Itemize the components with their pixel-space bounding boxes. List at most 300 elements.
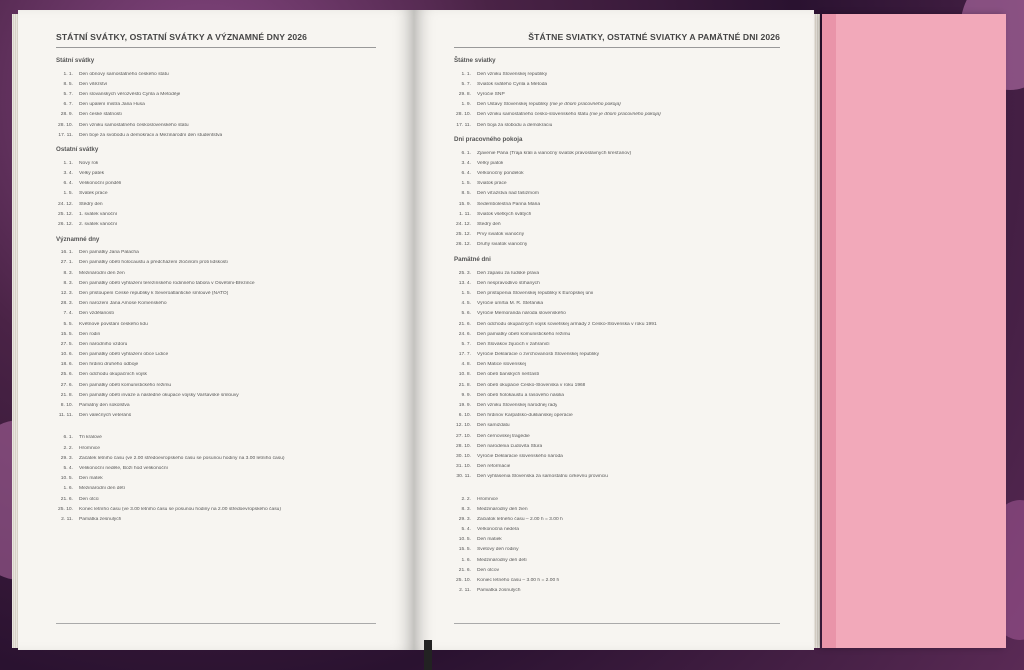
holiday-name: Deň vzniku Slovenskej národnej rady bbox=[477, 403, 558, 409]
holiday-date: 25. 10. bbox=[456, 578, 471, 584]
holiday-date: 3. 4. bbox=[63, 171, 73, 177]
holiday-name-wrap bbox=[477, 123, 552, 128]
holiday-row bbox=[56, 158, 376, 168]
holiday-row bbox=[56, 110, 376, 120]
holiday-name: Velikonoční pondělí bbox=[79, 181, 122, 187]
holiday-name: Veľkonočná nedeľa bbox=[477, 527, 520, 533]
holiday-date: 6. 1. bbox=[461, 150, 471, 156]
holiday-name-wrap bbox=[477, 242, 527, 247]
holiday-name: Den narození Jana Amose Komenského bbox=[79, 301, 167, 307]
holiday-name-wrap bbox=[477, 403, 557, 408]
holiday-date: 6. 10. bbox=[458, 413, 471, 419]
holiday-name: Deň narodenia Ľudovíta Štúra bbox=[477, 443, 543, 449]
holiday-date: 11. 11. bbox=[58, 413, 73, 419]
holiday-name-wrap bbox=[477, 82, 547, 87]
holiday-date: 25. 12. bbox=[456, 232, 471, 238]
holiday-row bbox=[454, 219, 780, 229]
holiday-name-wrap bbox=[79, 476, 103, 481]
holiday-name-wrap bbox=[477, 342, 550, 347]
holiday-date: 30. 10. bbox=[456, 453, 471, 459]
holiday-name-wrap bbox=[477, 161, 503, 166]
holiday-row bbox=[56, 453, 376, 463]
holiday-date: 17. 11. bbox=[58, 132, 73, 138]
holiday-name-wrap bbox=[477, 112, 661, 117]
holiday-row bbox=[56, 370, 376, 380]
holiday-name: Deň zápasu za ľudské práva bbox=[477, 270, 540, 276]
holiday-name: Druhý sviatok vianočný bbox=[477, 242, 528, 248]
holiday-date: 28. 10. bbox=[58, 122, 73, 128]
holiday-name: Medzinárodný deň žien bbox=[477, 506, 528, 512]
right-page-content bbox=[454, 32, 780, 602]
flap-fold bbox=[822, 14, 836, 648]
holiday-date: 27. 6. bbox=[60, 382, 73, 388]
holiday-name: Památný den sokolstva bbox=[79, 403, 130, 409]
holiday-note: (nie je dňom pracovného pokoja) bbox=[589, 112, 661, 118]
holiday-name-wrap bbox=[477, 393, 564, 398]
holiday-date: 25. 10. bbox=[58, 506, 73, 512]
holiday-name-wrap bbox=[79, 393, 239, 398]
holiday-date: 27. 5. bbox=[60, 341, 73, 347]
holiday-name: Den vzniku samostatného československého státu bbox=[79, 122, 189, 128]
holiday-name-wrap bbox=[79, 403, 130, 408]
holiday-name-wrap bbox=[477, 311, 566, 316]
holiday-date: 1. 1. bbox=[461, 71, 471, 77]
holiday-row bbox=[56, 199, 376, 209]
holiday-date: 1. 1. bbox=[63, 160, 73, 166]
holiday-date: 27. 1. bbox=[60, 260, 73, 266]
holiday-row bbox=[56, 69, 376, 79]
holiday-name: Deň černovskej tragédie bbox=[477, 433, 530, 439]
holiday-row bbox=[56, 219, 376, 229]
holiday-name: Sviatok svätého Cyrila a Metoda bbox=[477, 81, 548, 87]
holiday-name: Den matek bbox=[79, 476, 103, 482]
holiday-name: Památka zesnulých bbox=[79, 516, 122, 522]
holiday-name: Den obnovy samostatného českého státu bbox=[79, 71, 169, 77]
holiday-section bbox=[454, 57, 780, 130]
holiday-date: 30. 11. bbox=[456, 474, 471, 480]
holiday-name-wrap bbox=[477, 362, 526, 367]
holiday-date: 28. 3. bbox=[60, 301, 73, 307]
holiday-date: 12. 10. bbox=[456, 423, 471, 429]
holiday-name: Sviatok všetkých svätých bbox=[477, 211, 532, 217]
holiday-name: Veľkonočný pondelok bbox=[477, 171, 524, 177]
holiday-name-wrap bbox=[79, 352, 168, 357]
holiday-name-wrap bbox=[477, 232, 524, 237]
holiday-row bbox=[454, 494, 780, 504]
holiday-name: 2. svátek vánoční bbox=[79, 222, 118, 228]
holiday-date: 5. 6. bbox=[461, 311, 471, 317]
holiday-name-wrap bbox=[477, 474, 608, 479]
left-page-content bbox=[56, 32, 376, 531]
holiday-row bbox=[56, 299, 376, 309]
holiday-name-wrap bbox=[79, 112, 122, 117]
holiday-name-wrap bbox=[477, 454, 563, 459]
holiday-row bbox=[454, 586, 780, 596]
holiday-name-wrap bbox=[477, 372, 539, 377]
holiday-row bbox=[454, 189, 780, 199]
holiday-row bbox=[454, 339, 780, 349]
holiday-name: Pamiatka zosnulých bbox=[477, 588, 521, 594]
holiday-name: Veľký piatok bbox=[477, 160, 504, 166]
holiday-name-wrap bbox=[79, 281, 255, 286]
holiday-date: 2. 2. bbox=[63, 445, 73, 451]
holiday-name-wrap bbox=[477, 322, 657, 327]
holiday-row bbox=[454, 240, 780, 250]
holiday-name: Štedrý deň bbox=[477, 222, 501, 228]
holiday-name: Den památky obětí komunistického režimu bbox=[79, 382, 172, 388]
holiday-row bbox=[56, 248, 376, 258]
holiday-name-wrap bbox=[477, 588, 521, 593]
holiday-name: Začiatok letného času – 2.00 h = 3.00 h bbox=[477, 516, 563, 522]
holiday-date: 15. 5. bbox=[60, 331, 73, 337]
holiday-name: Velikonoční neděle, Boží hod velikonoční bbox=[79, 465, 168, 471]
holiday-name-wrap bbox=[79, 291, 228, 296]
holiday-name-wrap bbox=[477, 423, 510, 428]
holiday-row bbox=[454, 504, 780, 514]
holiday-row bbox=[454, 545, 780, 555]
holiday-row bbox=[454, 350, 780, 360]
holiday-date: 15. 9. bbox=[458, 201, 471, 207]
holiday-row bbox=[454, 380, 780, 390]
holiday-date: 4. 5. bbox=[461, 301, 471, 307]
holiday-date: 24. 6. bbox=[458, 331, 471, 337]
holiday-name-wrap bbox=[477, 212, 531, 217]
holiday-name: Hromnice bbox=[79, 445, 100, 451]
holiday-name: Výročie úmrtia M. R. Štefánika bbox=[477, 301, 544, 307]
holiday-row bbox=[56, 278, 376, 288]
holiday-row bbox=[56, 209, 376, 219]
holiday-row bbox=[56, 339, 376, 349]
holiday-name-wrap bbox=[79, 362, 138, 367]
holiday-row bbox=[454, 169, 780, 179]
holiday-name-wrap bbox=[477, 568, 499, 573]
holiday-date: 5. 7. bbox=[63, 91, 73, 97]
holiday-row bbox=[56, 100, 376, 110]
holiday-date: 18. 6. bbox=[60, 362, 73, 368]
holiday-row bbox=[454, 472, 780, 482]
holiday-row bbox=[454, 390, 780, 400]
holiday-date: 10. 5. bbox=[458, 537, 471, 543]
page-title: ŠTÁTNE SVIATKY, OSTATNÉ SVIATKY A PAMÄTNÉ DNI 2026 bbox=[454, 32, 780, 48]
holiday-date: 28. 10. bbox=[456, 443, 471, 449]
holiday-name: Štědrý den bbox=[79, 201, 103, 207]
holiday-date: 8. 5. bbox=[461, 191, 471, 197]
holiday-row bbox=[56, 484, 376, 494]
holiday-name-wrap bbox=[79, 517, 121, 522]
holiday-name: Den válečných veteránů bbox=[79, 413, 132, 419]
holiday-row bbox=[454, 110, 780, 120]
holiday-date: 7. 4. bbox=[63, 311, 73, 317]
holiday-name-wrap bbox=[477, 181, 507, 186]
holiday-date: 6. 1. bbox=[63, 435, 73, 441]
holiday-date: 8. 3. bbox=[461, 506, 471, 512]
holiday-name: Sedembolestná Panna Mária bbox=[477, 201, 541, 207]
holiday-name-wrap bbox=[79, 260, 228, 265]
holiday-name-wrap bbox=[477, 558, 527, 563]
section-title: Dni pracovného pokoja bbox=[454, 136, 523, 144]
holiday-date: 29. 3. bbox=[458, 516, 471, 522]
holiday-name: Květnové povstání českého lidu bbox=[79, 321, 148, 327]
holiday-row bbox=[454, 230, 780, 240]
holiday-name: Prvý sviatok vianočný bbox=[477, 232, 525, 238]
holiday-name: Den památky obětí invaze a následné okupace vojsky Varšavské smlouvy bbox=[79, 392, 239, 398]
holiday-row bbox=[56, 514, 376, 524]
section-title: Pamätné dni bbox=[454, 256, 491, 263]
holiday-name: Deň hrdinov Karpatsko-duklianskej operácie bbox=[477, 413, 573, 419]
holiday-date: 1. 6. bbox=[461, 557, 471, 563]
holiday-row bbox=[454, 400, 780, 410]
pink-cover-flap bbox=[822, 14, 1006, 648]
holiday-name-wrap bbox=[79, 507, 281, 512]
holiday-name: 1. svátek vánoční bbox=[79, 211, 118, 217]
holiday-row bbox=[56, 504, 376, 514]
holiday-name-wrap bbox=[477, 413, 573, 418]
holiday-name: Sviatok práce bbox=[477, 181, 507, 187]
holiday-name-wrap bbox=[477, 202, 540, 207]
holiday-name-wrap bbox=[477, 151, 631, 156]
holiday-name-wrap bbox=[477, 444, 542, 449]
holiday-date: 28. 9. bbox=[60, 112, 73, 118]
holiday-date: 5. 4. bbox=[461, 527, 471, 533]
holiday-name-wrap bbox=[79, 161, 98, 166]
holiday-row bbox=[454, 329, 780, 339]
holiday-name: Deň Ústavy Slovenskej republiky bbox=[477, 102, 549, 108]
holiday-name-wrap bbox=[79, 435, 102, 440]
holiday-row bbox=[454, 148, 780, 158]
holiday-date: 10. 5. bbox=[60, 476, 73, 482]
holiday-date: 29. 3. bbox=[60, 455, 73, 461]
holiday-name-wrap bbox=[79, 383, 171, 388]
holiday-name: Den národního vzdoru bbox=[79, 341, 128, 347]
holiday-name: Den české státnosti bbox=[79, 112, 122, 118]
holiday-name-wrap bbox=[79, 191, 108, 196]
holiday-row bbox=[454, 69, 780, 79]
holiday-name-wrap bbox=[79, 271, 125, 276]
holiday-row bbox=[454, 158, 780, 168]
holiday-name: Výročie SNP bbox=[477, 91, 505, 97]
holiday-name: Deň obetí holokaustu a rasového násilia bbox=[477, 392, 565, 398]
holiday-section bbox=[56, 57, 376, 140]
page-title: STÁTNÍ SVÁTKY, OSTATNÍ SVÁTKY A VÝZNAMNÉ DNY 2026 bbox=[56, 32, 376, 48]
holiday-name: Deň samizdatu bbox=[477, 423, 510, 429]
holiday-row bbox=[56, 169, 376, 179]
holiday-row bbox=[56, 319, 376, 329]
holiday-name-wrap bbox=[477, 383, 585, 388]
holiday-name-wrap bbox=[79, 72, 169, 77]
holiday-name-wrap bbox=[477, 281, 540, 286]
holiday-name: Deň Matice slovenskej bbox=[477, 362, 526, 368]
holiday-date: 2. 11. bbox=[61, 516, 73, 522]
holiday-row bbox=[56, 350, 376, 360]
holiday-date: 1. 9. bbox=[461, 102, 471, 108]
holiday-name: Mezinárodní den žen bbox=[79, 270, 125, 276]
holiday-name: Deň Slovákov žijúcich v zahraničí bbox=[477, 341, 550, 347]
holiday-date: 10. 8. bbox=[458, 372, 471, 378]
holiday-name-wrap bbox=[79, 250, 139, 255]
holiday-date: 5. 7. bbox=[461, 341, 471, 347]
holiday-row bbox=[56, 390, 376, 400]
holiday-row bbox=[56, 189, 376, 199]
holiday-section bbox=[454, 136, 780, 250]
holiday-name: Den upálení mistra Jana Husa bbox=[79, 102, 145, 108]
holiday-name: Den boje za svobodu a demokracii a Mezinárodní den studentstva bbox=[79, 132, 223, 138]
holiday-row bbox=[454, 100, 780, 110]
holiday-row bbox=[56, 120, 376, 130]
holiday-date: 25. 3. bbox=[458, 270, 471, 276]
footer-rule bbox=[56, 623, 376, 624]
holiday-date: 25. 6. bbox=[60, 372, 73, 378]
holiday-name: Velký pátek bbox=[79, 171, 105, 177]
holiday-row bbox=[56, 463, 376, 473]
holiday-name-wrap bbox=[79, 123, 189, 128]
holiday-date: 9. 9. bbox=[461, 392, 471, 398]
holiday-row bbox=[56, 433, 376, 443]
holiday-name: Deň reformácie bbox=[477, 464, 511, 470]
holiday-row bbox=[56, 89, 376, 99]
holiday-row bbox=[454, 525, 780, 535]
bookmark-ribbon[interactable] bbox=[424, 640, 432, 670]
holiday-name-wrap bbox=[79, 181, 121, 186]
holiday-section bbox=[56, 236, 376, 421]
holiday-name-wrap bbox=[477, 578, 559, 583]
holiday-date: 5. 5. bbox=[63, 321, 73, 327]
holiday-name: Deň matiek bbox=[477, 537, 502, 543]
holiday-row bbox=[454, 360, 780, 370]
holiday-name-wrap bbox=[477, 291, 593, 296]
holiday-name: Deň obetí okupácie Česko-Slovenska v roku 1968 bbox=[477, 382, 586, 388]
footer-rule bbox=[454, 623, 780, 624]
holiday-date: 1. 1. bbox=[63, 71, 73, 77]
holiday-row bbox=[454, 288, 780, 298]
holiday-date: 2. 11. bbox=[459, 588, 471, 594]
holiday-date: 8. 3. bbox=[63, 270, 73, 276]
holiday-date: 26. 12. bbox=[58, 222, 73, 228]
holiday-name: Tři králové bbox=[79, 435, 102, 441]
holiday-row bbox=[56, 329, 376, 339]
holiday-row bbox=[454, 451, 780, 461]
holiday-date: 6. 4. bbox=[461, 171, 471, 177]
holiday-date: 17. 7. bbox=[458, 352, 471, 358]
holiday-date: 15. 5. bbox=[458, 547, 471, 553]
holiday-name-wrap bbox=[79, 212, 117, 217]
holiday-date: 27. 10. bbox=[456, 433, 471, 439]
holiday-date: 1. 5. bbox=[63, 191, 73, 197]
holiday-name: Svátek práce bbox=[79, 191, 108, 197]
holiday-row bbox=[454, 89, 780, 99]
holiday-row bbox=[56, 411, 376, 421]
holiday-name-wrap bbox=[477, 527, 519, 532]
holiday-name: Deň pristúpenia Slovenskej republiky k Európskej únii bbox=[477, 290, 594, 296]
holiday-name: Hromnice bbox=[477, 496, 498, 502]
holiday-row bbox=[454, 278, 780, 288]
holiday-date: 21. 8. bbox=[60, 392, 73, 398]
holiday-name-wrap bbox=[79, 372, 147, 377]
holiday-date: 6. 7. bbox=[63, 102, 73, 108]
holiday-row bbox=[454, 535, 780, 545]
holiday-date: 3. 4. bbox=[461, 160, 471, 166]
holiday-row bbox=[454, 370, 780, 380]
holiday-name-wrap bbox=[79, 332, 100, 337]
holiday-name-wrap bbox=[477, 332, 570, 337]
section-title: Významné dny bbox=[56, 235, 100, 243]
holiday-name: Den odchodu okupačních vojsk bbox=[79, 372, 147, 378]
holiday-name-wrap bbox=[477, 537, 502, 542]
holiday-date: 5. 7. bbox=[461, 81, 471, 87]
holiday-row bbox=[454, 79, 780, 89]
holiday-date: 24. 12. bbox=[456, 222, 471, 228]
holiday-date: 19. 9. bbox=[458, 403, 471, 409]
holiday-name-wrap bbox=[477, 72, 547, 77]
holiday-row bbox=[56, 443, 376, 453]
holiday-row bbox=[56, 179, 376, 189]
holiday-date: 5. 4. bbox=[63, 465, 73, 471]
holiday-name-wrap bbox=[477, 434, 530, 439]
holiday-date: 17. 11. bbox=[456, 122, 471, 128]
holiday-row bbox=[454, 575, 780, 585]
left-page bbox=[18, 10, 414, 650]
holiday-row bbox=[454, 120, 780, 130]
holiday-row bbox=[56, 79, 376, 89]
holiday-row bbox=[56, 268, 376, 278]
holiday-name: Den přistoupení České republiky k Severoatlantické smlouvě (NATO) bbox=[79, 290, 229, 296]
holiday-name: Deň pamiatky obetí komunistického režimu bbox=[477, 331, 571, 337]
holiday-date: 21. 6. bbox=[458, 567, 471, 573]
holiday-row bbox=[454, 299, 780, 309]
holiday-name-wrap bbox=[79, 413, 131, 418]
holiday-name: Deň vzniku samostatného česko-slovenského štátu bbox=[477, 112, 589, 118]
holiday-name: Výročie Deklarácie o zvrchovanosti Slovenskej republiky bbox=[477, 352, 600, 358]
holiday-row bbox=[454, 411, 780, 421]
holiday-row bbox=[454, 199, 780, 209]
holiday-date: 21. 8. bbox=[458, 382, 471, 388]
holiday-row bbox=[454, 209, 780, 219]
holiday-date: 2. 2. bbox=[461, 496, 471, 502]
section-title: Štátne sviatky bbox=[454, 57, 496, 64]
holiday-name-wrap bbox=[477, 301, 543, 306]
holiday-date: 25. 12. bbox=[58, 211, 73, 217]
holiday-name-wrap bbox=[477, 547, 519, 552]
holiday-date: 8. 5. bbox=[63, 81, 73, 87]
holiday-name-wrap bbox=[477, 464, 510, 469]
holiday-date: 1. 6. bbox=[63, 486, 73, 492]
holiday-row bbox=[454, 555, 780, 565]
holiday-name: Deň vyhlásenia Slovenska za samostatnú cirkevnú provinciu bbox=[477, 474, 609, 480]
holiday-name-wrap bbox=[477, 507, 528, 512]
holiday-name-wrap bbox=[477, 497, 498, 502]
holiday-name-wrap bbox=[79, 486, 125, 491]
holiday-name: Den vítězství bbox=[79, 81, 108, 87]
holiday-name: Koniec letného času – 3.00 h = 2.00 h bbox=[477, 578, 560, 584]
holiday-name: Mezinárodní den dětí bbox=[79, 486, 125, 492]
holiday-date: 21. 6. bbox=[458, 321, 471, 327]
holiday-name: Nový rok bbox=[79, 160, 99, 166]
holiday-name: Den slovanských věrozvěstů Cyrila a Metoděje bbox=[79, 91, 181, 97]
holiday-name-wrap bbox=[79, 171, 104, 176]
holiday-name-wrap bbox=[79, 133, 222, 138]
holiday-name-wrap bbox=[79, 322, 148, 327]
holiday-date: 4. 8. bbox=[461, 362, 471, 368]
section-title: Ostatní svátky bbox=[56, 146, 99, 154]
holiday-date: 10. 6. bbox=[60, 352, 73, 358]
holiday-date: 29. 8. bbox=[458, 91, 471, 97]
holiday-name: Deň vzniku Slovenskej republiky bbox=[477, 71, 548, 77]
holiday-row bbox=[56, 288, 376, 298]
holiday-name-wrap bbox=[477, 352, 599, 357]
holiday-name-wrap bbox=[477, 102, 621, 107]
holiday-row bbox=[454, 268, 780, 278]
section-title: Státní svátky bbox=[56, 57, 95, 64]
holiday-date: 21. 6. bbox=[60, 496, 73, 502]
